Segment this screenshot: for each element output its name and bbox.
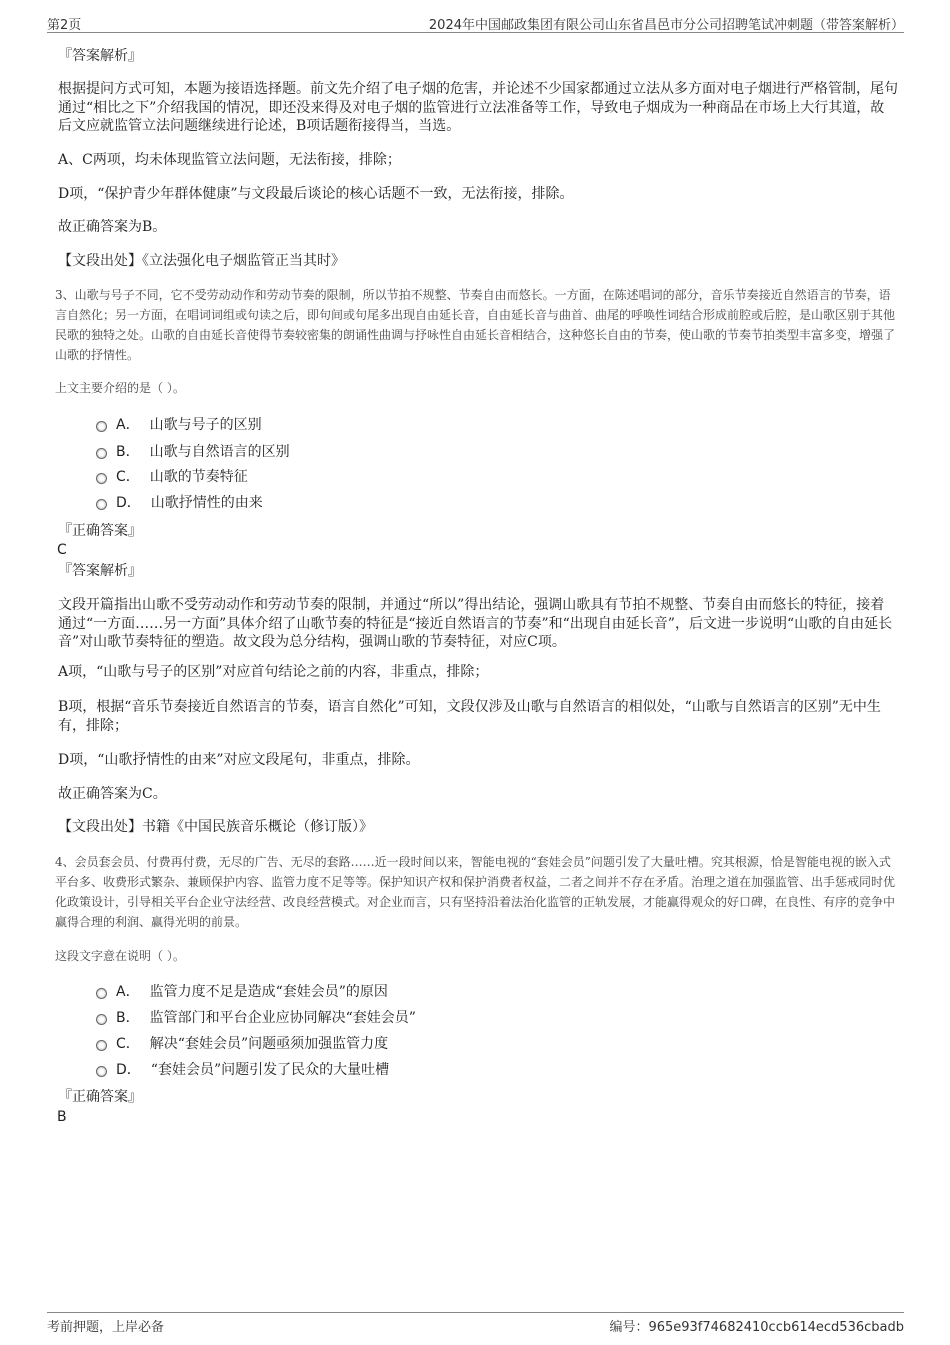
q3-exclude-a: A项，“山歌与号子的区别”对应首句结论之前的内容，非重点，排除； <box>58 664 489 680</box>
q4-option-b[interactable]: B． 监管部门和平台企业应协同解决“套娃会员” <box>96 1009 416 1027</box>
q4-passage: 4、会员套会员、付费再付费，无尽的广告、无尽的套路……近一段时间以来，智能电视的“套娃会员”问题引发了大量吐槽。究其根源，恰是智能电视的嵌入式平台多、收费形式繁杂、兼顾保护内容、监管力度不足等等。保护知识产权和保护消费者权益，二者之间并不存在矛盾。治理之道在加强监管、出手惩戒同时优化政策设计，引导相关平台企业守法经营、改良经营模式。对企业而言，只有坚持沿着法治化监管的正轨发展，才能赢得观众的好口碑，在良性、有序的竞争中赢得合理的利润、赢得光明的前景。 <box>55 855 896 929</box>
q4-answer: B <box>57 1109 67 1125</box>
page-number: 第2页 <box>47 18 82 33</box>
q4-option-d[interactable]: D． “套娃会员”问题引发了民众的大量吐槽 <box>96 1061 389 1079</box>
q4-option-c[interactable]: C． 解决“套娃会员”问题亟须加强监管力度 <box>96 1035 388 1053</box>
q2-exclude-d: D项，“保护青少年群体健康”与文段最后谈论的核心话题不一致，无法衔接，排除。 <box>58 186 574 202</box>
document-title: 2024年中国邮政集团有限公司山东省昌邑市分公司招聘笔试冲刺题（带答案解析） <box>428 18 904 33</box>
q2-conclusion: 故正确答案为B。 <box>58 219 167 235</box>
q3-conclusion: 故正确答案为C。 <box>58 786 167 802</box>
radio-icon[interactable] <box>96 448 107 459</box>
radio-icon[interactable] <box>96 1014 107 1025</box>
page-header <box>47 10 904 33</box>
radio-icon[interactable] <box>96 1066 107 1077</box>
q2-source: 【文段出处】《立法强化电子烟监管正当其时》 <box>58 253 345 269</box>
q4-option-a[interactable]: A． 监管力度不足是造成“套娃会员”的原因 <box>96 983 388 1001</box>
q2-analysis-text: 根据提问方式可知，本题为接语选择题。前文先介绍了电子烟的危害，并论述不少国家都通过立法从多方面对电子烟进行严格管制，尾句通过“相比之下”介绍我国的情况，即还没来得及对电子烟的监管进行立法准备等工作，导致电子烟成为一种商品在市场上大行其道，故后文应就监管立法问题继续进行论述，B项话题衔接得当，当选。 <box>58 81 898 134</box>
q3-option-b[interactable]: B． 山歌与自然语言的区别 <box>96 443 290 461</box>
footer-serial-number: 编号：965e93f74682410ccb614ecd536cbadb <box>609 1320 904 1335</box>
radio-icon[interactable] <box>96 988 107 999</box>
q3-answer: C <box>57 542 67 558</box>
q4-question: 这段文字意在说明（ ）。 <box>55 949 185 963</box>
q3-option-d[interactable]: D． 山歌抒情性的由来 <box>96 494 263 512</box>
q3-question: 上文主要介绍的是（ ）。 <box>55 381 185 395</box>
radio-icon[interactable] <box>96 473 107 484</box>
q3-option-c[interactable]: C． 山歌的节奏特征 <box>96 468 248 486</box>
q3-passage: 3、山歌与号子不同，它不受劳动动作和劳动节奏的限制，所以节拍不规整、节奏自由而悠长。一方面，在陈述唱词的部分，音乐节奏接近自然语言的节奏，语言自然化；另一方面，在唱词词组或句读之后，即句间或句尾多出现自由延长音，自由延长音与曲首、曲尾的呼唤性词结合形成前腔或后腔，是山歌区别于其他民歌的独特之处。山歌的自由延长音使得节奏较密集的朗诵性曲调与抒咏性自由延长音相结合，这种悠长自由的节奏，使山歌的节奏节拍类型丰富多变，增强了山歌的抒情性。 <box>55 288 896 362</box>
q2-exclude-ac: A、C两项，均未体现监管立法问题，无法衔接，排除； <box>58 152 401 168</box>
q2-analysis-label: 『答案解析』 <box>58 48 142 64</box>
page-footer <box>47 1312 904 1333</box>
radio-icon[interactable] <box>96 421 107 432</box>
q3-answer-label: 『正确答案』 <box>58 523 142 539</box>
footer-slogan: 考前押题，上岸必备 <box>47 1320 165 1335</box>
radio-icon[interactable] <box>96 1040 107 1051</box>
radio-icon[interactable] <box>96 499 107 510</box>
q3-analysis-label: 『答案解析』 <box>58 563 142 579</box>
q4-answer-label: 『正确答案』 <box>58 1089 142 1105</box>
q3-analysis-text: 文段开篇指出山歌不受劳动动作和劳动节奏的限制，并通过“所以”得出结论，强调山歌具有节拍不规整、节奏自由而悠长的特征，接着通过“一方面……另一方面”具体介绍了山歌节奏的特征是“接近自然语言的节奏”和“出现自由延长音”，后文进一步说明“山歌的自由延长音”对山歌节奏特征的塑造。故文段为总分结构，强调山歌的节奏特征，对应C项。 <box>58 597 893 650</box>
q3-exclude-b: B项，根据“音乐节奏接近自然语言的节奏，语言自然化”可知，文段仅涉及山歌与自然语言的相似处，“山歌与自然语言的区别”无中生有，排除； <box>58 699 881 734</box>
q3-source: 【文段出处】书籍《中国民族音乐概论（修订版）》 <box>58 819 373 835</box>
q3-exclude-d: D项，“山歌抒情性的由来”对应文段尾句，非重点，排除。 <box>58 752 420 768</box>
q3-option-a[interactable]: A． 山歌与号子的区别 <box>96 416 262 434</box>
